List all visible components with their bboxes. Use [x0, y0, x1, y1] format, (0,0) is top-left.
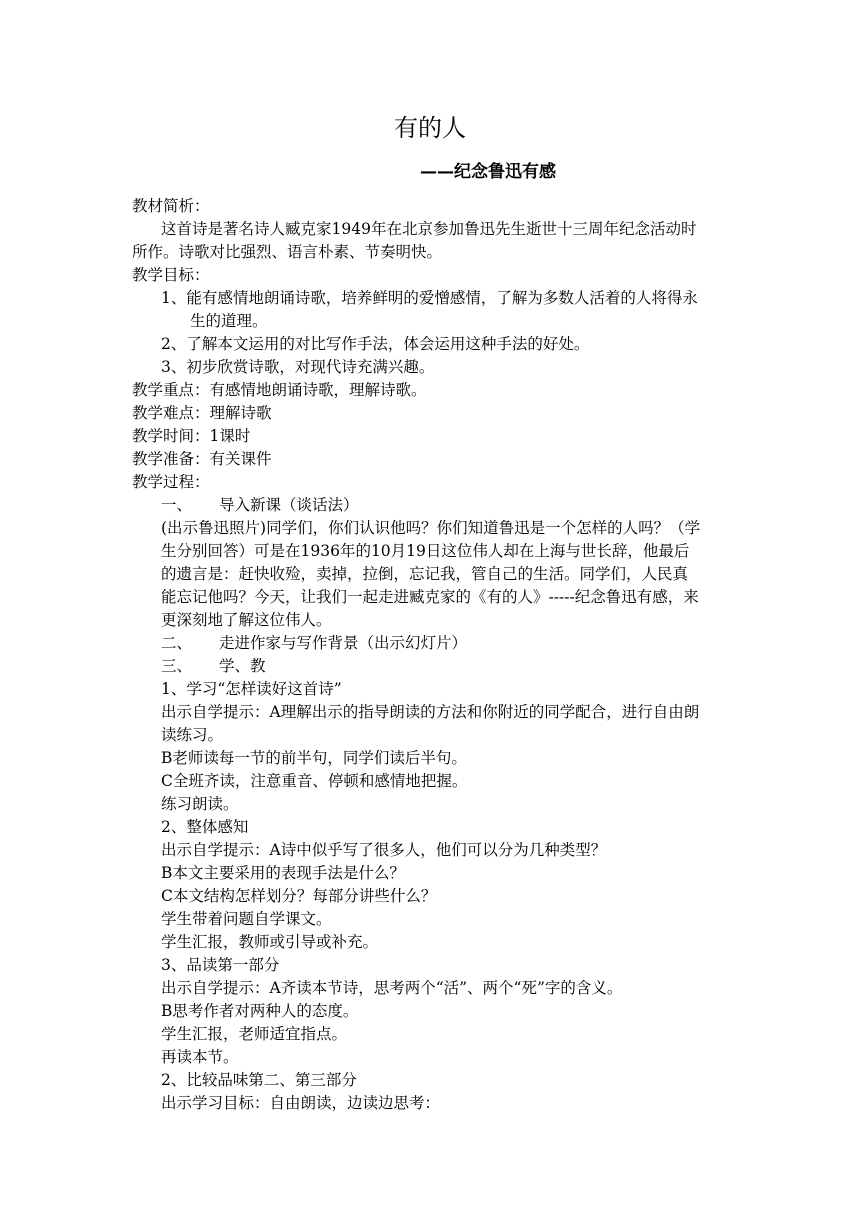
overall-prompt-c: C本文结构怎样划分？每部分讲些什么？: [161, 887, 437, 905]
section-heading-textbook-analysis: 教材简析：: [132, 197, 210, 215]
reading-prompt-b: B老师读每一节的前半句，同学们读后半句。: [161, 749, 467, 767]
section-heading-process: 教学过程：: [132, 473, 210, 491]
reading-prompt-a: 出示自学提示：A理解出示的指导朗读的方法和你附近的同学配合，进行自由朗读练习。: [161, 703, 700, 744]
section-heading-objectives: 教学目标：: [132, 266, 210, 284]
step-text: 走进作家与写作背景（出示幻灯片）: [219, 634, 468, 652]
time-line: 教学时间：1课时: [132, 427, 251, 445]
sub-heading-part-one: 3、品读第一部分: [161, 956, 280, 974]
reading-practice: 练习朗读。: [161, 795, 239, 813]
sub-heading-overall: 2、整体感知: [161, 818, 249, 836]
step-number: 三、: [161, 657, 193, 675]
part-one-prompt-a: 出示自学提示：A齐读本节诗，思考两个“活”、两个“死”字的含义。: [161, 979, 623, 997]
reading-prompt-c: C全班齐读，注意重音、停顿和感情地把握。: [161, 772, 468, 790]
overall-self-study: 学生带着问题自学课文。: [161, 910, 332, 928]
objective-item-2: 2、了解本文运用的对比写作手法，体会运用这种手法的好处。: [161, 335, 590, 353]
process-step-3: [132, 655, 702, 678]
part-one-reread: 再读本节。: [161, 1048, 239, 1066]
step-text: 学、教: [219, 657, 266, 675]
overall-report: 学生汇报，教师或引导或补充。: [161, 933, 379, 951]
document-body: [132, 195, 702, 1115]
preparation-line: 教学准备：有关课件: [132, 450, 272, 468]
compare-objective: 出示学习目标：自由朗读，边读边思考：: [161, 1094, 441, 1112]
textbook-analysis-paragraph: 这首诗是著名诗人臧克家1949年在北京参加鲁迅先生逝世十三周年纪念活动时所作。诗歌对比强烈、语言朴素、节奏明快。: [132, 220, 697, 261]
part-one-prompt-b: B思考作者对两种人的态度。: [161, 1002, 359, 1020]
part-one-report: 学生汇报，老师适宜指点。: [161, 1025, 348, 1043]
step-number: 一、: [161, 496, 193, 514]
objective-item-3: 3、初步欣赏诗歌，对现代诗充满兴趣。: [161, 358, 435, 376]
page-title: 有的人: [394, 114, 466, 142]
process-step-1: [132, 494, 702, 517]
overall-prompt-a: 出示自学提示：A诗中似乎写了很多人，他们可以分为几种类型？: [161, 841, 607, 859]
page-subtitle: ——纪念鲁迅有感: [420, 162, 556, 182]
key-points-line: 教学重点：有感情地朗诵诗歌，理解诗歌。: [132, 381, 427, 399]
overall-prompt-b: B本文主要采用的表现手法是什么？: [161, 864, 405, 882]
sub-heading-compare: 2、比较品味第二、第三部分: [161, 1071, 357, 1089]
sub-heading-reading: 1、学习“怎样读好这首诗”: [161, 680, 342, 698]
objective-item-1: 1、能有感情地朗诵诗歌，培养鲜明的爱憎感情，了解为多数人活着的人将得永生的道理。: [161, 289, 698, 330]
step-text: 导入新课（谈话法）: [219, 496, 359, 514]
process-step-2: [132, 632, 702, 655]
difficulties-line: 教学难点：理解诗歌: [132, 404, 272, 422]
step-number: 二、: [161, 634, 193, 652]
intro-paragraph: (出示鲁迅照片)同学们，你们认识他吗？你们知道鲁迅是一个怎样的人吗？（学生分别回答）可是在1936年的10月19日这位伟人却在上海与世长辞，他最后的遗言是：赶快收殓，卖掉，拉倒，忘记我，管自己的生活。同学们，人民真能忘记他吗？今天，让我们一起走进臧克家的《有的人》-----纪念鲁迅有感，来更深刻地了解这位伟人。: [161, 519, 701, 629]
